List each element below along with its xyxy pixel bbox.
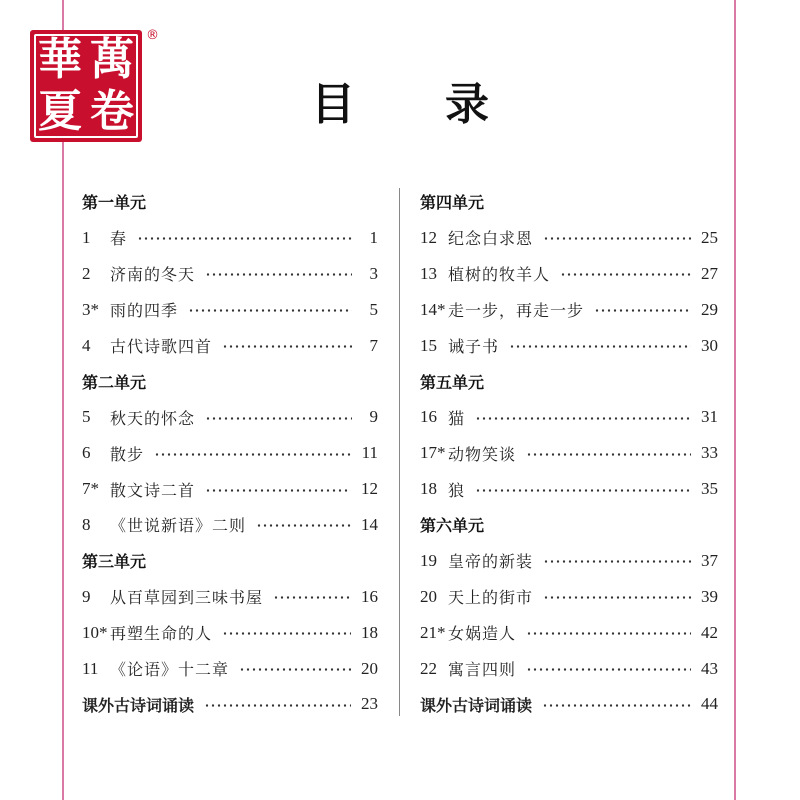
toc-entry[interactable] bbox=[420, 543, 718, 579]
dot-leader bbox=[475, 417, 691, 420]
toc-entry[interactable] bbox=[82, 435, 378, 471]
page-number: 33 bbox=[701, 443, 718, 463]
lesson-title: 天上的街市 bbox=[448, 588, 534, 608]
lesson-title: 《世说新语》二则 bbox=[110, 516, 247, 536]
lesson-number: 20 bbox=[420, 586, 437, 606]
toc-entry[interactable] bbox=[82, 651, 378, 687]
page-number: 29 bbox=[701, 299, 718, 319]
toc-left-column bbox=[82, 184, 378, 722]
dot-leader bbox=[543, 560, 691, 563]
unit-heading: 第六单元 bbox=[420, 516, 485, 536]
lesson-number: 13 bbox=[420, 263, 437, 283]
page-number: 20 bbox=[361, 658, 378, 678]
toc-entry[interactable] bbox=[82, 292, 378, 328]
lesson-number: 21* bbox=[420, 622, 446, 642]
lesson-title: 走一步，再走一步 bbox=[448, 301, 585, 321]
lesson-number: 5 bbox=[82, 407, 91, 427]
logo-char: 萬 bbox=[90, 34, 134, 85]
toc-entry[interactable] bbox=[420, 328, 718, 364]
lesson-title: 纪念白求恩 bbox=[448, 229, 534, 249]
page-number: 1 bbox=[369, 227, 378, 247]
toc-entry[interactable] bbox=[82, 471, 378, 507]
lesson-number: 10* bbox=[82, 622, 108, 642]
page-number: 14 bbox=[361, 514, 378, 534]
lesson-title: 狼 bbox=[448, 480, 466, 500]
lesson-title: 植树的牧羊人 bbox=[448, 265, 551, 285]
page-number: 12 bbox=[361, 479, 378, 499]
toc-entry[interactable] bbox=[82, 399, 378, 435]
lesson-number: 6 bbox=[82, 443, 91, 463]
page-number: 7 bbox=[369, 335, 378, 355]
page-number: 16 bbox=[361, 586, 378, 606]
toc-entry[interactable] bbox=[82, 220, 378, 256]
toc-entry[interactable] bbox=[420, 651, 718, 687]
dot-leader bbox=[204, 704, 351, 707]
lesson-number: 18 bbox=[420, 479, 437, 499]
toc-entry[interactable] bbox=[420, 399, 718, 435]
logo-char: 華 bbox=[38, 34, 82, 85]
lesson-number: 9 bbox=[82, 586, 91, 606]
unit-heading: 第四单元 bbox=[420, 193, 485, 213]
toc-entry[interactable] bbox=[420, 256, 718, 292]
dot-leader bbox=[222, 632, 351, 635]
unit-heading: 第一单元 bbox=[82, 193, 147, 213]
toc-entry[interactable] bbox=[420, 220, 718, 256]
toc-entry[interactable] bbox=[82, 256, 378, 292]
page-number: 31 bbox=[701, 407, 718, 427]
page-number: 25 bbox=[701, 227, 718, 247]
page-number: 44 bbox=[701, 694, 718, 714]
lesson-number: 3* bbox=[82, 299, 99, 319]
dot-leader bbox=[475, 489, 691, 492]
toc-entry[interactable] bbox=[420, 471, 718, 507]
toc-entry[interactable] bbox=[420, 615, 718, 651]
page-number: 18 bbox=[361, 622, 378, 642]
lesson-title: 散步 bbox=[110, 444, 145, 464]
dot-leader bbox=[594, 309, 691, 312]
dot-leader bbox=[526, 632, 691, 635]
unit-heading: 第五单元 bbox=[420, 372, 485, 392]
lesson-number: 7* bbox=[82, 479, 99, 499]
dot-leader bbox=[205, 489, 351, 492]
dot-leader bbox=[526, 668, 691, 671]
dot-leader bbox=[509, 345, 691, 348]
page-number: 35 bbox=[701, 479, 718, 499]
unit-heading: 第三单元 bbox=[82, 552, 147, 572]
dot-leader bbox=[137, 237, 352, 240]
lesson-number: 2 bbox=[82, 263, 91, 283]
lesson-title: 再塑生命的人 bbox=[110, 624, 213, 644]
toc-entry[interactable] bbox=[82, 507, 378, 543]
dot-leader bbox=[205, 273, 352, 276]
toc-entry[interactable] bbox=[420, 435, 718, 471]
dot-leader bbox=[188, 309, 352, 312]
lesson-title: 济南的冬天 bbox=[110, 265, 196, 285]
toc-right-column bbox=[420, 184, 718, 722]
dot-leader bbox=[273, 596, 351, 599]
lesson-number: 16 bbox=[420, 407, 437, 427]
lesson-number: 11 bbox=[82, 658, 99, 678]
dot-leader bbox=[205, 417, 352, 420]
dot-leader bbox=[560, 273, 691, 276]
dot-leader bbox=[256, 524, 351, 527]
dot-leader bbox=[526, 453, 691, 456]
page-number: 3 bbox=[369, 263, 378, 283]
page-number: 23 bbox=[361, 694, 378, 714]
toc-extra-entry[interactable] bbox=[82, 686, 378, 722]
toc-entry[interactable] bbox=[420, 292, 718, 328]
lesson-title: 秋天的怀念 bbox=[110, 408, 196, 428]
lesson-title: 课外古诗词诵读 bbox=[420, 695, 533, 715]
unit-heading: 第二单元 bbox=[82, 372, 147, 392]
lesson-title: 散文诗二首 bbox=[110, 480, 196, 500]
toc-entry[interactable] bbox=[82, 579, 378, 615]
toc-extra-entry[interactable] bbox=[420, 686, 718, 722]
page-number: 37 bbox=[701, 550, 718, 570]
page-number: 30 bbox=[701, 335, 718, 355]
toc-entry[interactable] bbox=[82, 328, 378, 364]
lesson-number: 12 bbox=[420, 227, 437, 247]
lesson-title: 皇帝的新装 bbox=[448, 552, 534, 572]
lesson-number: 17* bbox=[420, 443, 446, 463]
page-number: 11 bbox=[361, 443, 378, 463]
dot-leader bbox=[239, 668, 351, 671]
page-number: 43 bbox=[701, 658, 718, 678]
registered-mark: ® bbox=[146, 28, 159, 43]
dot-leader bbox=[543, 596, 691, 599]
lesson-number: 8 bbox=[82, 514, 91, 534]
lesson-number: 1 bbox=[82, 227, 91, 247]
dot-leader bbox=[542, 704, 691, 707]
page-number: 27 bbox=[701, 263, 718, 283]
page-number: 5 bbox=[369, 299, 378, 319]
page-number: 42 bbox=[701, 622, 718, 642]
dot-leader bbox=[154, 453, 352, 456]
lesson-number: 14* bbox=[420, 299, 446, 319]
toc-entry[interactable] bbox=[82, 615, 378, 651]
lesson-title: 春 bbox=[110, 229, 128, 249]
lesson-title: 寓言四则 bbox=[448, 660, 517, 680]
lesson-title: 女娲造人 bbox=[448, 624, 517, 644]
lesson-title: 古代诗歌四首 bbox=[110, 337, 213, 356]
lesson-title: 课外古诗词诵读 bbox=[82, 695, 195, 715]
column-divider bbox=[399, 188, 400, 716]
page-title: 目录 bbox=[311, 79, 579, 130]
lesson-title: 猫 bbox=[448, 408, 466, 428]
lesson-number: 19 bbox=[420, 550, 437, 570]
page-number: 9 bbox=[369, 407, 378, 427]
lesson-title: 从百草园到三味书屋 bbox=[110, 588, 264, 608]
dot-leader bbox=[543, 237, 691, 240]
toc-entry[interactable] bbox=[420, 579, 718, 615]
lesson-title: 《论语》十二章 bbox=[110, 660, 230, 680]
logo-char: 卷 bbox=[90, 86, 134, 137]
lesson-title: 雨的四季 bbox=[110, 301, 179, 321]
logo-char: 夏 bbox=[38, 86, 82, 137]
lesson-number: 22 bbox=[420, 658, 437, 678]
lesson-title: 动物笑谈 bbox=[448, 444, 517, 464]
lesson-number: 15 bbox=[420, 335, 437, 355]
lesson-number: 4 bbox=[82, 335, 91, 355]
page-number: 39 bbox=[701, 586, 718, 606]
dot-leader bbox=[222, 345, 352, 348]
lesson-title: 诫子书 bbox=[448, 337, 500, 356]
